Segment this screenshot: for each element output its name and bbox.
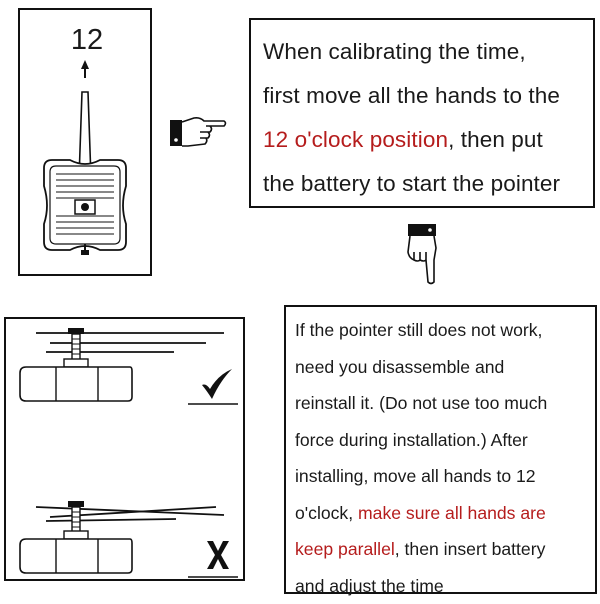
check-mark-icon <box>200 369 234 399</box>
instruction-line: installing, move all hands to 12 <box>295 458 589 495</box>
instruction-line: need you disassemble and <box>295 349 589 386</box>
instruction-line: keep parallel, then insert battery <box>295 531 589 568</box>
instruction-line: When calibrating the time, <box>263 30 585 74</box>
calibration-instruction-panel <box>249 18 595 208</box>
highlight-text: keep parallel <box>295 539 395 559</box>
instruction-line: 12 o'clock position, then put <box>263 118 585 162</box>
pointing-hand-down-icon <box>404 224 444 286</box>
twelve-label: 12 <box>20 24 154 56</box>
instruction-line: If the pointer still does not work, <box>295 312 589 349</box>
pointing-hand-right-icon <box>170 112 228 154</box>
clock-diagram-panel <box>18 8 152 276</box>
highlight-text: 12 o'clock position <box>263 127 448 152</box>
instruction-line: o'clock, make sure all hands are <box>295 495 589 532</box>
x-mark-icon <box>206 541 230 569</box>
instruction-line: force during installation.) After <box>295 422 589 459</box>
instruction-line: the battery to start the pointer <box>263 162 585 206</box>
clock-movement-icon <box>20 10 154 278</box>
instruction-line: first move all the hands to the <box>263 74 585 118</box>
reinstall-instruction-panel <box>284 305 597 594</box>
highlight-text: make sure all hands are <box>358 503 546 523</box>
instruction-line: reinstall it. (Do not use too much <box>295 385 589 422</box>
hands-alignment-diagram-panel <box>4 317 245 581</box>
instruction-line: and adjust the time <box>295 568 589 604</box>
